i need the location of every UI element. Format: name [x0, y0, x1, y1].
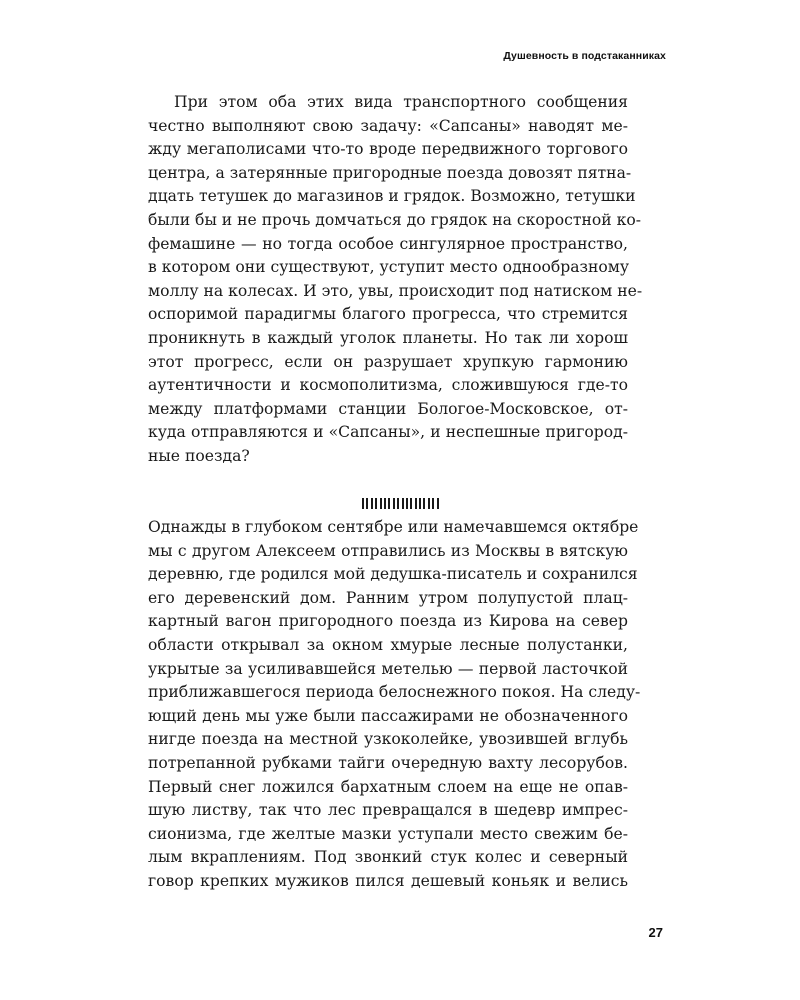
text-line: моллу на колесах. И это, увы, происходит под натиском не- — [148, 281, 643, 300]
text-line: приближавшегося периода белоснежного покоя. На следу- — [148, 683, 641, 702]
text-line: нигде поезда на местной узкоколейке, увозившей вглубь — [148, 730, 628, 749]
text-line: ные поезда? — [148, 446, 250, 465]
text-line: ющий день мы уже были пассажирами не обозначенного — [148, 706, 628, 725]
text-line: оспоримой парадигмы благого прогресса, что стремится — [148, 305, 628, 324]
text-line: сионизма, где желтые мазки уступали место свежим бе- — [148, 824, 628, 843]
text-line: аутентичности и космополитизма, сложившуюся где-то — [148, 376, 628, 395]
text-line: в котором они существуют, уступит место однообразному — [148, 258, 630, 277]
paragraph-2 — [148, 516, 641, 894]
text-line: этот прогресс, если он разрушает хрупкую гармонию — [148, 352, 628, 371]
text-line: укрытые за усиливавшейся метелью — первой ласточкой — [148, 659, 628, 678]
text-line: были бы и не прочь домчаться до грядок на скоростной ко- — [148, 210, 642, 229]
text-line: Однажды в глубоком сентябре или намечавшемся октябре — [148, 518, 639, 536]
text-line: фемашине — но тогда особое сингулярное пространство, — [148, 234, 628, 253]
page-number: 27 — [648, 925, 663, 940]
text-line: говор крепких мужиков пился дешевый коньяк и велись — [148, 871, 628, 890]
text-line: его деревенский дом. Ранним утром полупустой плац- — [148, 588, 628, 607]
text-line: между платформами станции Бологое-Московское, от- — [148, 399, 628, 418]
text-line: проникнуть в каждый уголок планеты. Но так ли хорош — [148, 328, 628, 347]
section-separator — [362, 498, 442, 510]
running-head: Душевность в подстаканниках — [503, 50, 666, 62]
text-line: Первый снег ложился бархатным слоем на еще не опав- — [148, 777, 628, 796]
text-line: мы с другом Алексеем отправились из Москвы в вятскую — [148, 541, 628, 560]
text-line: лым вкраплениям. Под звонкий стук колес и северный — [148, 848, 628, 867]
text-line: шую листву, так что лес превращался в шедевр импрес- — [148, 801, 628, 820]
text-line: честно выполняют свою задачу: «Сапсаны» наводят ме- — [148, 116, 628, 135]
text-line: куда отправляются и «Сапсаны», и неспешные пригород- — [148, 423, 628, 442]
text-line: потрепанной рубками тайги очередную вахту лесорубов. — [148, 753, 628, 772]
text-line: жду мегаполисами что-то вроде передвижного торгового — [148, 140, 628, 159]
paragraph-1 — [148, 91, 643, 469]
text-line: деревню, где родился мой дедушка-писатель и сохранился — [148, 565, 638, 584]
text-line: области открывал за окном хмурые лесные полустанки, — [148, 635, 628, 654]
text-line: картный вагон пригородного поезда из Кирова на север — [148, 612, 628, 631]
text-line: дцать тетушек до магазинов и грядок. Возможно, тетушки — [148, 187, 636, 206]
text-line: При этом оба этих вида транспортного сообщения — [174, 93, 628, 111]
text-line: центра, а затерянные пригородные поезда довозят пятна- — [148, 163, 632, 182]
